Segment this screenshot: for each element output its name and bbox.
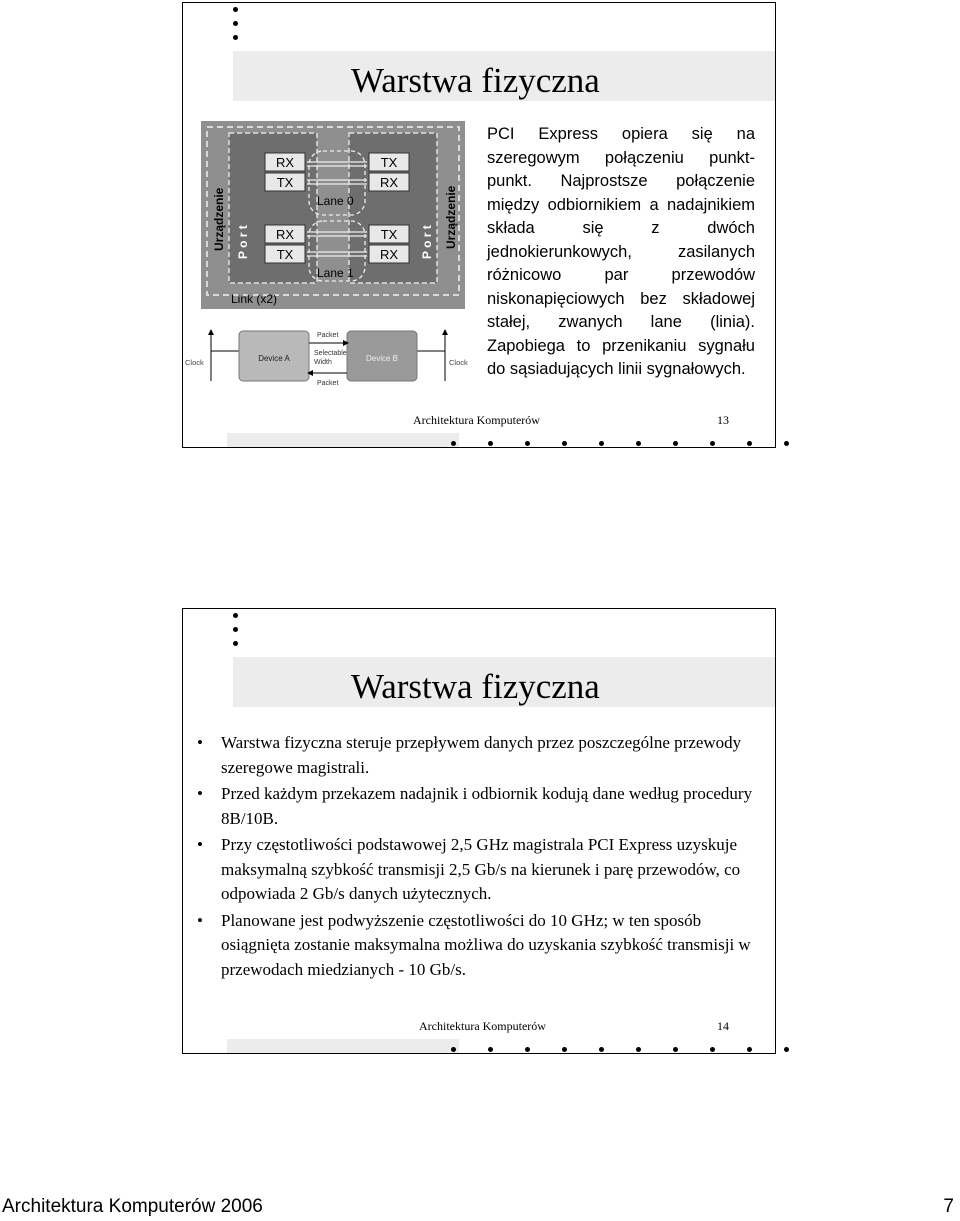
page-footer-title: Architektura Komputerów 2006 xyxy=(2,1196,263,1217)
packet-top-label: Packet xyxy=(317,332,339,339)
footer-bar xyxy=(227,433,459,447)
list-item: • Przy częstotliwości podstawowej 2,5 GHz magistrala PCI Express uzyskuje maksymalną szybkość transmisji 2,5 Gb/s na kierunek i parę przewodów, co odpowiada 2 Gb/s danych użytecznych. xyxy=(197,833,767,907)
clock-left-label: Clock xyxy=(185,358,204,367)
left-rx-1: RX xyxy=(275,227,295,242)
slide-title: Warstwa fizyczna xyxy=(351,667,600,706)
link-label: Link (x2) xyxy=(231,292,278,306)
horizontal-dots-decoration xyxy=(451,1047,789,1052)
device-a-label: Device A xyxy=(258,354,290,363)
vertical-dots-decoration xyxy=(233,7,238,49)
lane-1-label: Lane 1 xyxy=(317,266,354,280)
slide-title: Warstwa fizyczna xyxy=(351,61,600,100)
right-tx-0: TX xyxy=(380,155,398,170)
width-label: Width xyxy=(314,359,332,366)
slide-footer: Architektura Komputerów xyxy=(419,1019,546,1033)
pci-express-link-diagram xyxy=(185,121,479,391)
vertical-dots-decoration xyxy=(233,613,238,655)
slide-description: PCI Express opiera się na szeregowym połączeniu punkt-punkt. Najprostsze połączenie między odbiornikiem a nadajnikiem składa się z dwóch jednokierunkowych, zasilanych różnicowo par przewodów niskonapięciowych bez składowej stałej, zwanych lane (linia). Zapobiega to przenikaniu sygnału do sąsiadujących linii sygnałowych. xyxy=(487,125,755,378)
list-item: • Przed każdym przekazem nadajnik i odbiornik kodują dane według procedury 8B/10B. xyxy=(197,782,767,831)
footer-bar xyxy=(227,1039,459,1053)
clock-right-label: Clock xyxy=(449,358,468,367)
slide-13 xyxy=(182,2,776,448)
horizontal-dots-decoration xyxy=(451,441,789,446)
slide-footer: Architektura Komputerów xyxy=(413,413,540,427)
slide-page-number: 14 xyxy=(717,1019,729,1033)
left-rx-0: RX xyxy=(275,155,295,170)
right-device-label: Urządzenie xyxy=(444,185,458,249)
packet-bottom-label: Packet xyxy=(317,380,339,387)
left-device-label: Urządzenie xyxy=(212,187,226,251)
left-tx-0: TX xyxy=(276,175,294,190)
right-tx-1: TX xyxy=(380,227,398,242)
left-port-label: P o r t xyxy=(236,225,250,259)
slide-page-number: 13 xyxy=(717,413,729,427)
right-rx-0: RX xyxy=(379,175,399,190)
list-item: • Warstwa fizyczna steruje przepływem danych przez poszczególne przewody szeregowe magistrali. xyxy=(197,731,767,780)
left-tx-1: TX xyxy=(276,247,294,262)
selectable-label: Selectable xyxy=(314,350,347,357)
lane-0-label: Lane 0 xyxy=(317,194,354,208)
right-port-label: P o r t xyxy=(420,225,434,259)
device-b-label: Device B xyxy=(365,354,399,363)
page-footer-number: 7 xyxy=(943,1196,954,1217)
list-item: • Planowane jest podwyższenie częstotliwości do 10 GHz; w ten sposób osiągnięta zostanie maksymalna możliwa do uzyskania szybkość transmisji w przewodach miedzianych - 10 Gb/s. xyxy=(197,909,767,983)
slide-14 xyxy=(182,608,776,1054)
bullet-list xyxy=(197,731,767,984)
right-rx-1: RX xyxy=(379,247,399,262)
